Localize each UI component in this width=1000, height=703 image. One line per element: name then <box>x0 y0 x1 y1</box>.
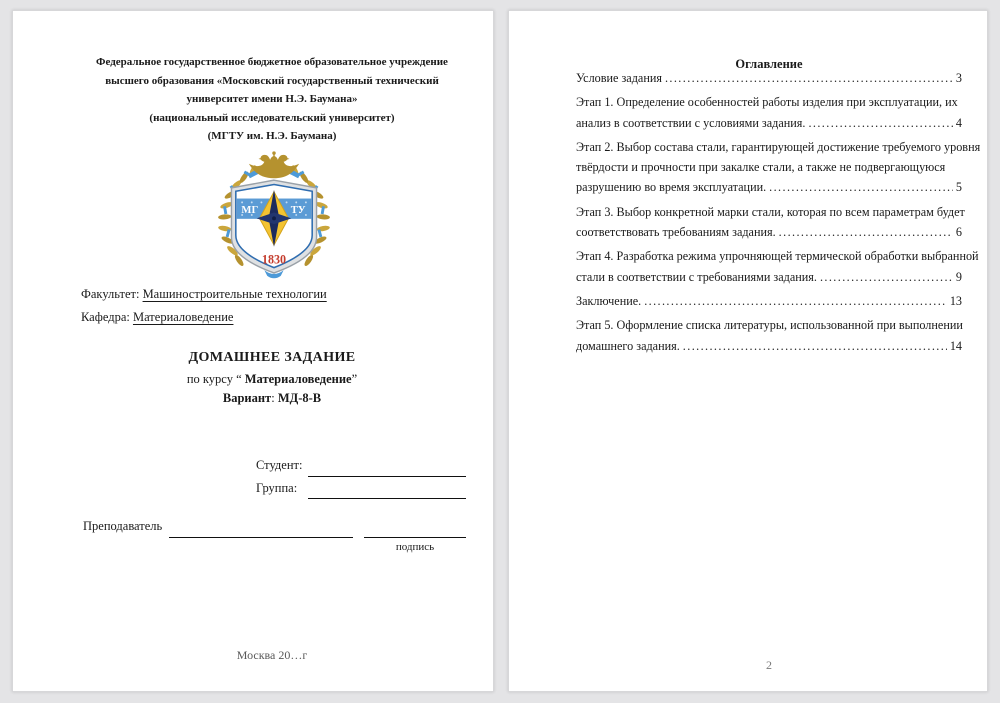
toc-entry-last-line <box>576 267 962 287</box>
toc-entry-text: разрушению во время эксплуатации. <box>576 180 767 195</box>
variant-value: МД-8-В <box>277 391 322 405</box>
variant-separator: : <box>271 391 278 405</box>
toc-entry-text: соответствовать требованиям задания. <box>576 225 776 240</box>
toc-page-number: 6 <box>955 225 962 240</box>
toc-entry[interactable] <box>576 92 962 133</box>
toc-entry-last-line <box>576 336 962 356</box>
toc-dot-leader <box>644 291 947 311</box>
work-title: ДОМАШНЕЕ ЗАДАНИЕ <box>188 350 356 365</box>
toc-entry-last-line <box>576 113 962 133</box>
faculty-value: Машиностроительные технологии <box>142 287 327 301</box>
emblem-letters-left: МГ <box>241 205 259 217</box>
toc-entry-text-line: Этап 3. Выбор конкретной марки стали, которая по всем параметрам будет <box>576 204 965 219</box>
teacher-fill-line <box>169 517 353 538</box>
toc-dot-leader <box>820 267 953 287</box>
student-label: Студент: <box>256 458 303 472</box>
toc-dot-leader <box>779 222 953 242</box>
faculty-line <box>81 287 327 302</box>
toc-entry-last-line <box>576 291 962 311</box>
signature-caption: подпись <box>395 541 435 553</box>
title-page <box>12 10 494 692</box>
toc-entry-text-line: Этап 1. Определение особенностей работы изделия при эксплуатации, их <box>576 95 958 110</box>
toc-entry-text-line: твёрдости и прочности при закалке стали, а также не подвергающуюся <box>576 160 946 175</box>
signature-fill-line <box>364 517 466 538</box>
toc-entry[interactable] <box>576 137 981 198</box>
department-label: Кафедра: <box>81 310 133 324</box>
toc-entry-text: анализ в соответствии с условиями задания. <box>576 115 806 130</box>
course-line <box>81 372 463 387</box>
founding-year: 1830 <box>261 252 287 267</box>
variant-label: Вариант <box>222 391 272 405</box>
page-number: 2 <box>766 658 772 672</box>
department-line <box>81 310 233 325</box>
emblem-letters-right: ТУ <box>290 205 306 217</box>
toc-entry-text: стали в соответствии с требованиями задания. <box>576 269 817 284</box>
group-label: Группа: <box>256 481 298 495</box>
toc-page-number: 13 <box>949 293 962 308</box>
department-value: Материаловедение <box>132 310 234 324</box>
toc-dot-leader <box>683 336 947 356</box>
university-header-line: высшего образования «Московский государственный технический <box>105 74 439 87</box>
city-year-footer: Москва 20…г <box>236 648 308 662</box>
toc-page-number: 5 <box>955 180 962 195</box>
toc-entry-text-line: Этап 5. Оформление списка литературы, использованной при выполнении <box>576 318 963 333</box>
toc-entry-text: домашнего задания. <box>576 338 680 353</box>
university-header-line: Федеральное государственное бюджетное образовательное учреждение <box>96 56 448 68</box>
university-header <box>81 53 463 146</box>
course-name: Материаловедение <box>244 372 352 386</box>
toc-entry-text: Заключение. <box>576 293 642 308</box>
toc-title: Оглавление <box>735 57 803 71</box>
shield <box>231 180 316 273</box>
toc-entry[interactable] <box>576 291 962 311</box>
student-fill-line <box>308 456 466 477</box>
university-header-line: (МГТУ им. Н.Э. Баумана) <box>207 130 337 142</box>
faculty-label: Факультет: <box>81 287 143 301</box>
bmstu-emblem-graphic <box>216 148 332 280</box>
toc-page-number: 9 <box>955 269 962 284</box>
toc-entry-last-line <box>576 222 962 242</box>
toc-page <box>508 10 988 692</box>
university-header-line: университет имени Н.Э. Баумана» <box>186 93 358 105</box>
toc-entry[interactable] <box>576 68 962 88</box>
course-prefix: по курсу “ <box>186 372 245 386</box>
university-emblem <box>216 148 332 280</box>
group-fill-line <box>308 478 466 499</box>
toc-list <box>576 68 981 360</box>
toc-entry-last-line <box>576 177 962 197</box>
toc-page-number: 3 <box>955 71 962 85</box>
teacher-label: Преподаватель <box>83 519 163 533</box>
toc-entry[interactable] <box>576 246 979 287</box>
course-suffix: ” <box>351 372 358 386</box>
toc-entry-text-line: Этап 4. Разработка режима упрочняющей термической обработки выбранной <box>576 249 979 264</box>
variant-line <box>81 391 463 406</box>
toc-dot-leader <box>769 177 953 197</box>
toc-dot-leader <box>665 68 953 88</box>
toc-page-number: 14 <box>949 338 962 353</box>
toc-entry-text-line: Этап 2. Выбор состава стали, гарантирующей достижение требуемого уровня <box>576 139 981 154</box>
toc-page-number: 4 <box>955 115 962 130</box>
university-header-line: (национальный исследовательский университет) <box>149 111 395 124</box>
toc-dot-leader <box>808 113 952 133</box>
toc-entry[interactable] <box>576 202 965 243</box>
toc-entry-text: Условие задания <box>576 71 662 85</box>
toc-entry[interactable] <box>576 315 962 356</box>
toc-entry-last-line <box>576 68 962 88</box>
